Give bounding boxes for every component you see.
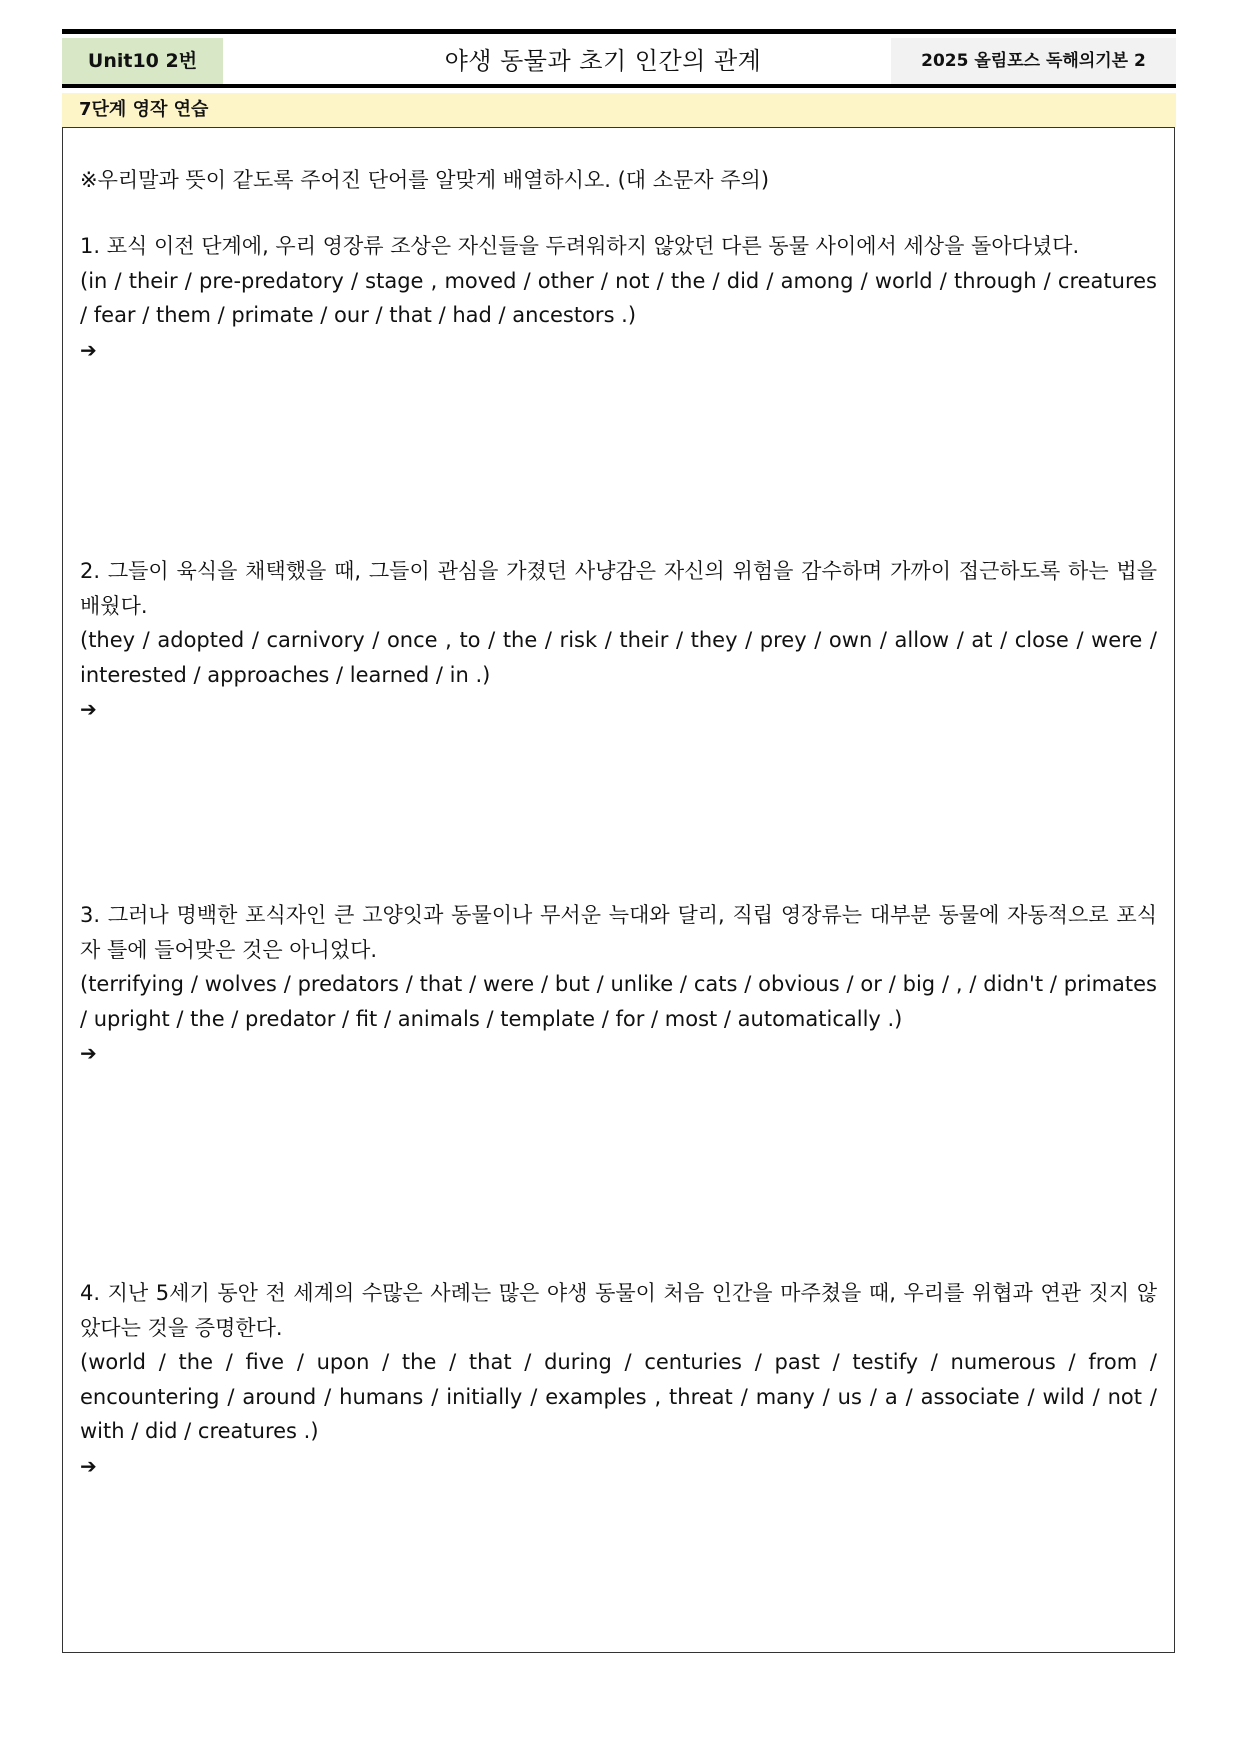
book-label: 2025 올림포스 독해의기본 2: [891, 38, 1176, 84]
question-4: [80, 1276, 1157, 1483]
answer-arrow-icon: ➔: [80, 1453, 97, 1478]
section-label: 7단계 영작 연습: [62, 93, 1176, 127]
question-4-korean: 4. 지난 5세기 동안 전 세계의 수많은 사례는 많은 야생 동물이 처음 인간을 마주쳤을 때, 우리를 위협과 연관 짓지 않았다는 것을 증명한다.: [80, 1281, 1157, 1340]
question-2-korean: 2. 그들이 육식을 채택했을 때, 그들이 관심을 가졌던 사냥감은 자신의 위험을 감수하며 가까이 접근하도록 하는 법을 배웠다.: [80, 559, 1157, 618]
worksheet-title: 야생 동물과 초기 인간의 관계: [444, 47, 762, 75]
question-3-word-bank: (terrifying / wolves / predators / that / were / but / unlike / cats / obvious / or / big / , / didn't / primates / upright / the / predator / fit / animals / template / for / most / automatically .): [80, 972, 1157, 1031]
exercise-box: [62, 127, 1175, 1653]
question-3-korean: 3. 그러나 명백한 포식자인 큰 고양잇과 동물이나 무서운 늑대와 달리, 직립 영장류는 대부분 동물에 자동적으로 포식자 틀에 들어맞은 것은 아니었다.: [80, 903, 1157, 962]
question-1: [80, 229, 1157, 367]
worksheet-header: [62, 29, 1176, 88]
question-4-word-bank: (world / the / five / upon / the / that / during / centuries / past / testify / numerous / from / encountering / around / humans / initially / examples , threat / many / us / a / associate / wild / not / with / did / creatures .): [80, 1350, 1157, 1443]
unit-label: Unit10 2번: [62, 38, 223, 84]
answer-arrow-icon: ➔: [80, 697, 97, 721]
answer-arrow-icon: ➔: [80, 1041, 97, 1065]
question-2-word-bank: (they / adopted / carnivory / once , to / the / risk / their / they / prey / own / allow / at / close / were / interested / approaches / learned / in .): [80, 628, 1157, 687]
question-2: [80, 554, 1157, 726]
question-3: [80, 898, 1157, 1070]
answer-arrow-icon: ➔: [80, 337, 97, 362]
question-1-korean: 1. 포식 이전 단계에, 우리 영장류 조상은 자신들을 두려워하지 않았던 다른 동물 사이에서 세상을 돌아다녔다.: [80, 234, 1080, 258]
question-1-word-bank: (in / their / pre-predatory / stage , moved / other / not / the / did / among / world / through / creatures / fear / them / primate / our / that / had / ancestors .): [80, 268, 1157, 327]
instruction-text: ※우리말과 뜻이 같도록 주어진 단어를 알맞게 배열하시오. (대 소문자 주의): [80, 168, 770, 192]
